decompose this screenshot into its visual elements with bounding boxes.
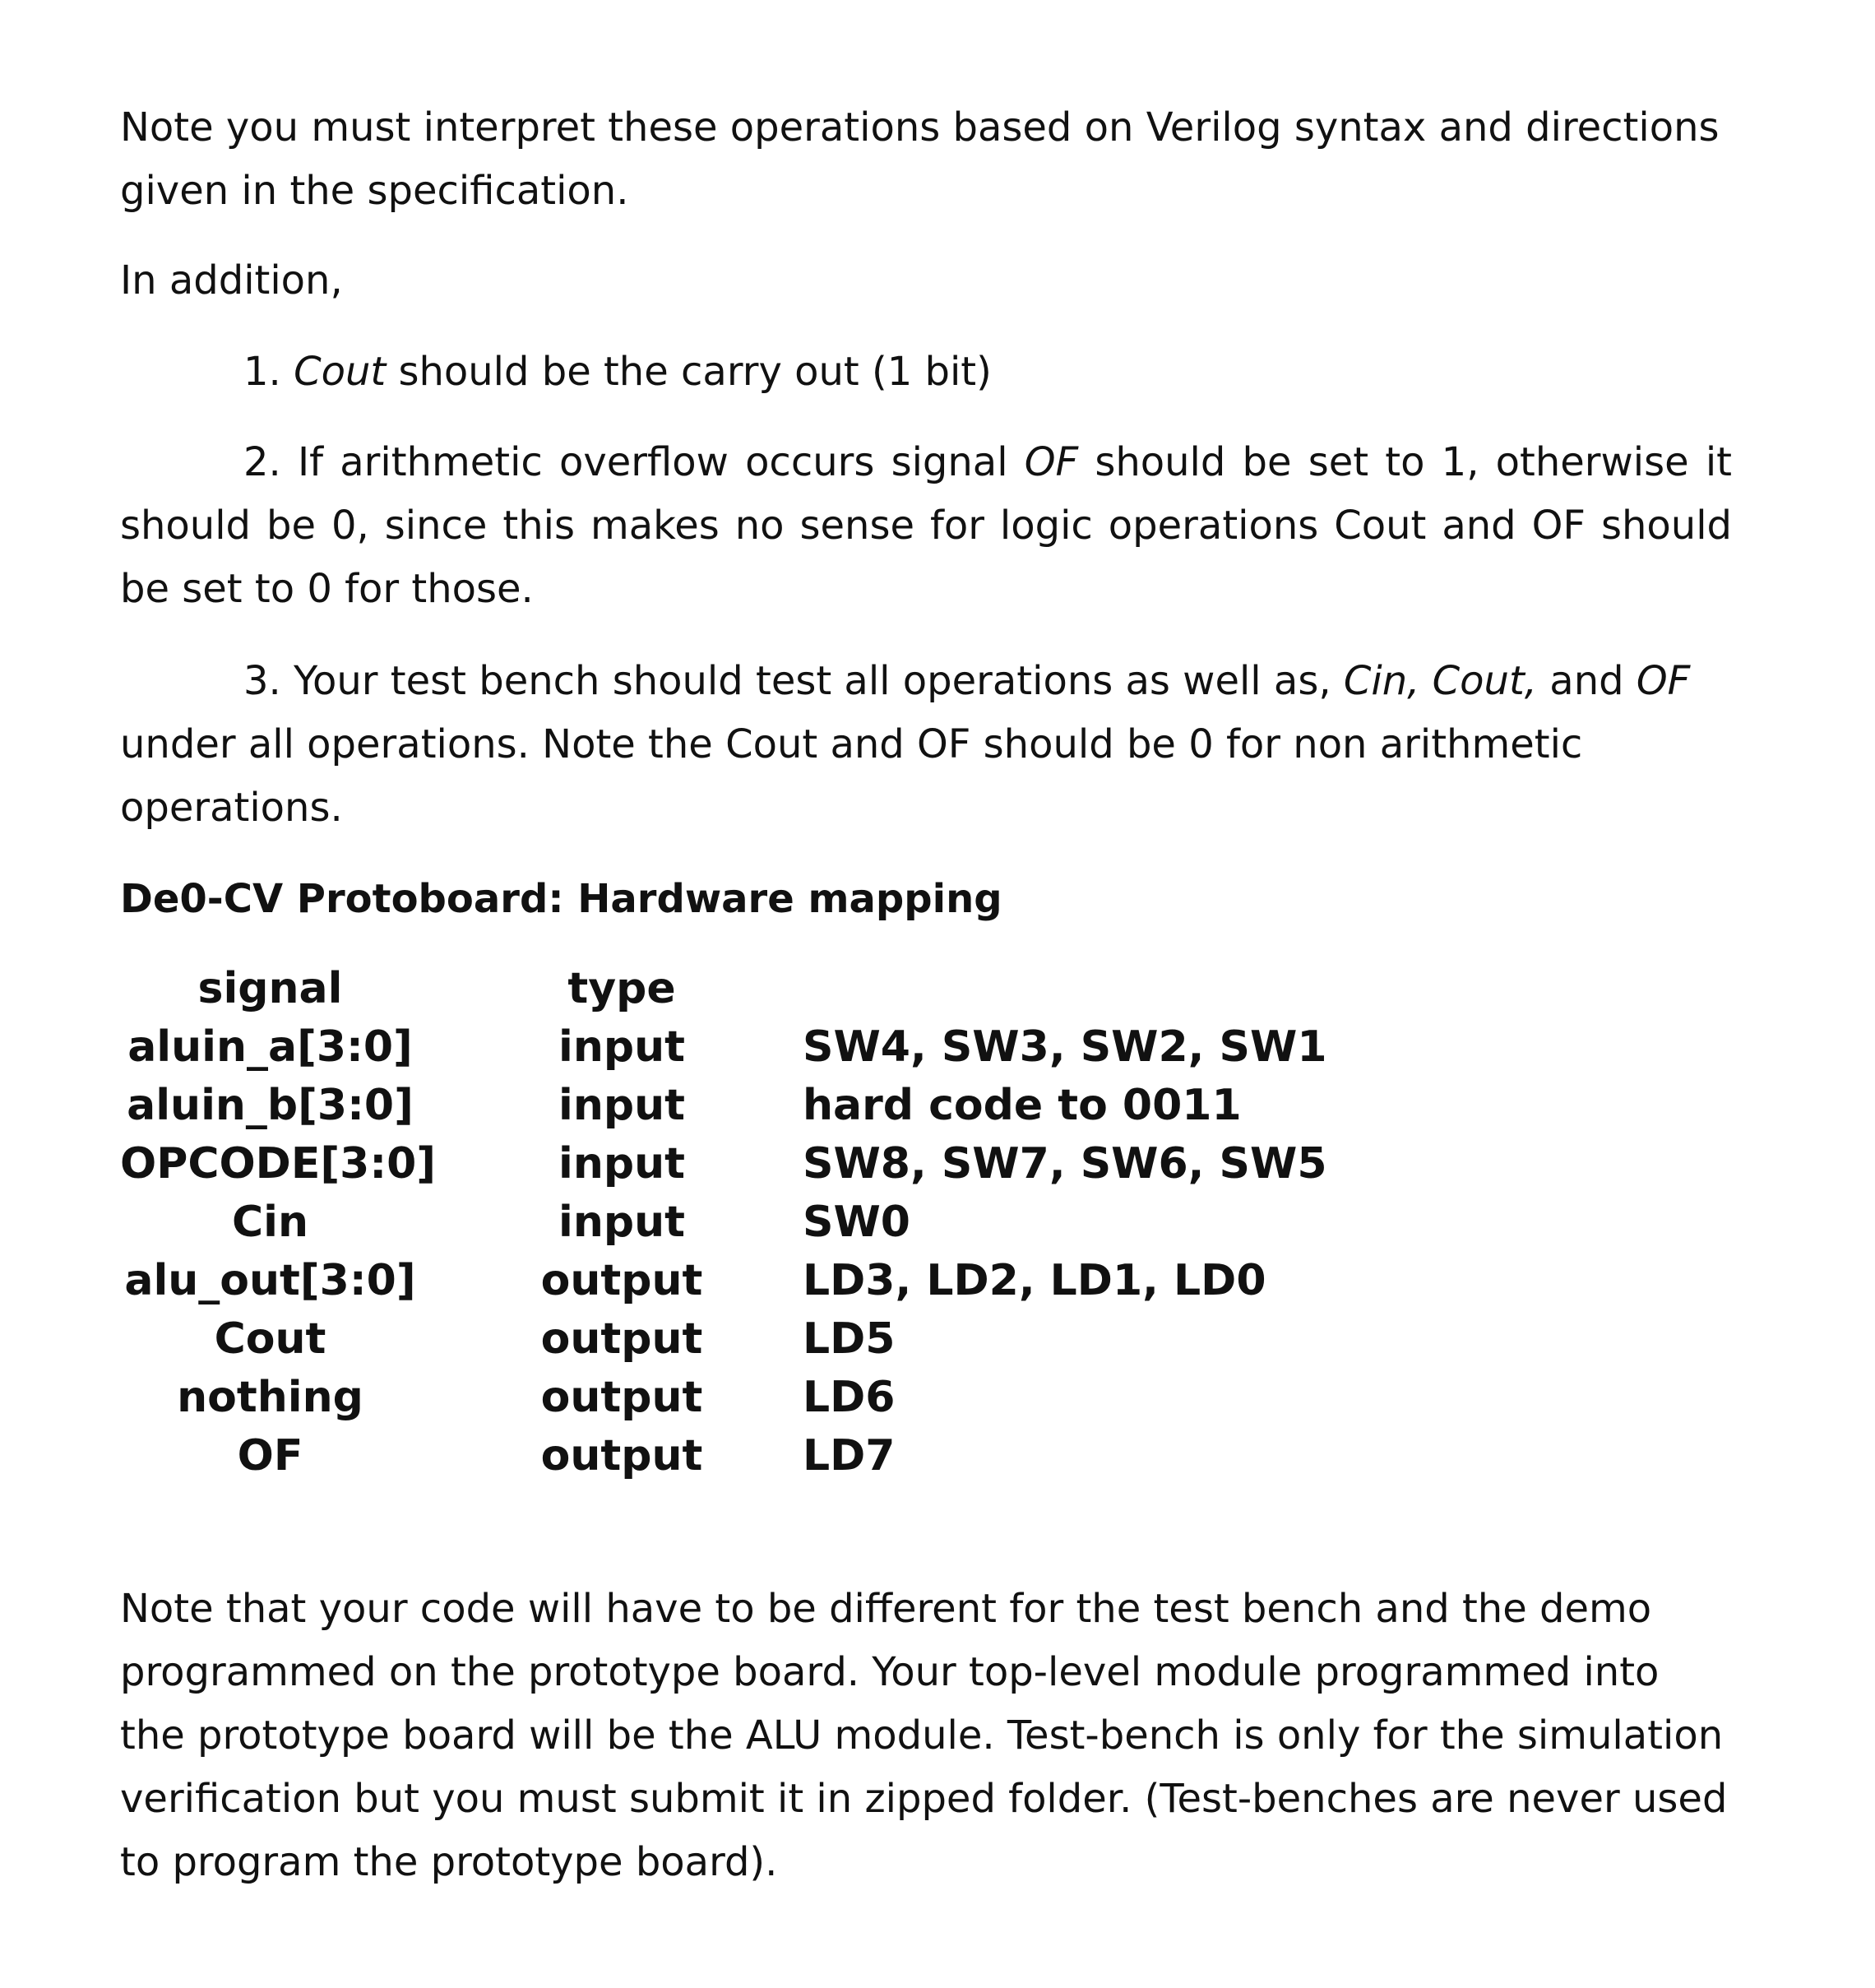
table-row <box>120 1077 1271 1135</box>
table-row <box>120 1310 1271 1369</box>
signal-cell: Cout <box>214 1314 326 1364</box>
requirement-item-3 <box>120 650 1732 840</box>
item-3-pre: 3. Your test bench should test all operations as well as, <box>243 658 1344 704</box>
mapping-cell: hard code to 0011 <box>803 1081 1242 1130</box>
table-row <box>120 1018 1327 1077</box>
item-3-post: under all operations. Note the Cout and OF should be 0 for non arithmetic operations. <box>120 721 1583 831</box>
table-header-row <box>120 960 1271 1018</box>
type-cell: input <box>558 1139 685 1189</box>
item-2-term: OF <box>1024 439 1079 485</box>
signal-cell: nothing <box>177 1373 363 1422</box>
item-3-term-of: OF <box>1636 658 1691 704</box>
type-cell: output <box>540 1256 703 1305</box>
item-1-number: 1. <box>243 349 294 395</box>
item-2-pre: 2. If arithmetic overflow occurs signal <box>243 439 1025 485</box>
item-1-term: Cout <box>294 349 387 395</box>
mapping-cell: LD5 <box>803 1314 896 1364</box>
in-addition-text: In addition, <box>120 257 343 304</box>
signal-cell: aluin_a[3:0] <box>127 1022 413 1072</box>
closing-note: Note that your code will have to be different for the test bench and the demo programmed on the prototype board. Your top-level module programmed into the prototype board will be the ALU module. Test-bench is only for the simulation verification but you must submit it in zipped folder. (Test-benches are never used to program the prototype board). <box>120 1586 1728 1885</box>
item-1-text: should be the carry out (1 bit) <box>386 349 992 395</box>
table-row <box>120 1427 1271 1485</box>
type-cell: input <box>558 1081 685 1130</box>
signal-cell: alu_out[3:0] <box>124 1256 416 1305</box>
header-signal: signal <box>197 964 343 1013</box>
signal-cell: Cin <box>231 1198 308 1247</box>
hardware-mapping-table <box>120 960 1327 1485</box>
type-cell: output <box>540 1314 703 1364</box>
requirement-item-1 <box>243 341 992 404</box>
item-2-post: should be set to 1, otherwise it should be 0, since this makes no sense for logic operations Cout and OF should be set to 0 for those. <box>120 439 1732 612</box>
intro-note: Note you must interpret these operations based on Verilog syntax and directions given in the specification. <box>120 104 1720 214</box>
item-3-terms: Cin, Cout, <box>1343 658 1538 704</box>
table-row <box>120 1193 1271 1252</box>
item-3-mid: and <box>1537 658 1637 704</box>
table-row <box>120 1369 1271 1427</box>
mapping-cell: SW8, SW7, SW6, SW5 <box>803 1139 1327 1189</box>
type-cell: input <box>558 1022 685 1072</box>
type-cell: output <box>540 1373 703 1422</box>
type-cell: output <box>540 1431 703 1481</box>
signal-cell: OPCODE[3:0] <box>120 1139 437 1189</box>
mapping-cell: SW0 <box>803 1198 910 1247</box>
mapping-cell: LD3, LD2, LD1, LD0 <box>803 1256 1266 1305</box>
mapping-cell: LD6 <box>803 1373 896 1422</box>
requirement-item-2 <box>120 431 1732 621</box>
section-heading: De0-CV Protoboard: Hardware mapping <box>120 876 1002 922</box>
mapping-cell: SW4, SW3, SW2, SW1 <box>803 1022 1327 1072</box>
signal-cell: aluin_b[3:0] <box>127 1081 414 1130</box>
table-row <box>120 1252 1271 1310</box>
type-cell: input <box>558 1198 685 1247</box>
mapping-cell: LD7 <box>803 1431 896 1481</box>
header-type: type <box>567 964 676 1013</box>
table-row <box>120 1135 1327 1193</box>
signal-cell: OF <box>237 1431 303 1481</box>
